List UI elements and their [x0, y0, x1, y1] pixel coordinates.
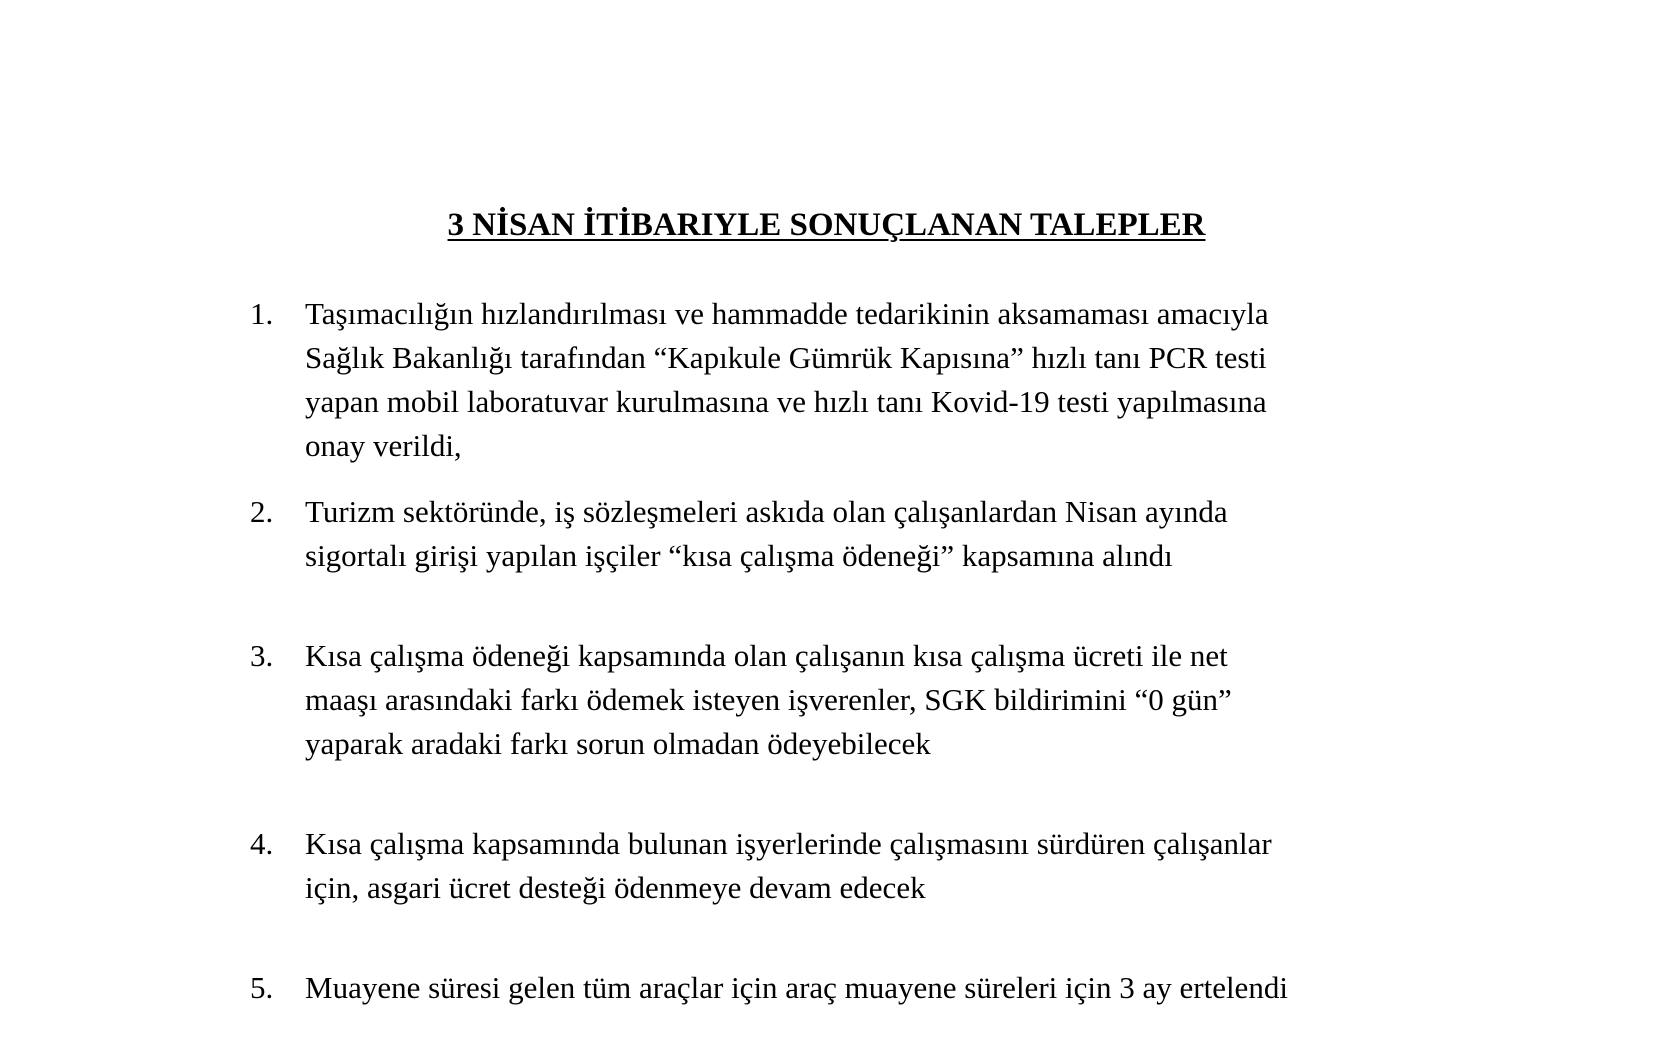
- list-item-text: [305, 634, 1470, 766]
- document-title: 3 NİSAN İTİBARIYLE SONUÇLANAN TALEPLER: [447, 207, 1206, 243]
- list-item-number: 2.: [250, 494, 274, 529]
- text-line: Muayene süresi gelen tüm araçlar için araç muayene süreleri için 3 ay ertelendi: [305, 970, 1288, 1005]
- list-item: [250, 822, 1470, 910]
- text-line: Kısa çalışma kapsamında bulunan işyerlerinde çalışmasını sürdüren çalışanlar: [305, 826, 1272, 861]
- text-line: maaşı arasındaki farkı ödemek isteyen işverenler, SGK bildirimini “0 gün”: [305, 682, 1232, 717]
- text-line: Kısa çalışma ödeneği kapsamında olan çalışanın kısa çalışma ücreti ile net: [305, 638, 1228, 673]
- text-line: yapan mobil laboratuvar kurulmasına ve hızlı tanı Kovid-19 testi yapılmasına: [305, 384, 1267, 419]
- list-item-text: [305, 822, 1470, 910]
- text-line: için, asgari ücret desteği ödenmeye devam edecek: [305, 870, 926, 905]
- list-item-number: 3.: [250, 638, 274, 673]
- list-item: [250, 292, 1470, 468]
- list-item: [250, 634, 1470, 766]
- list-item: [250, 966, 1470, 1010]
- text-line: Taşımacılığın hızlandırılması ve hammadde tedarikinin aksamaması amacıyla: [305, 296, 1269, 331]
- list-item-number: 4.: [250, 826, 274, 861]
- requests-list: [250, 292, 1470, 1010]
- list-item-text: [305, 490, 1470, 578]
- text-line: Sağlık Bakanlığı tarafından “Kapıkule Gümrük Kapısına” hızlı tanı PCR testi: [305, 340, 1267, 375]
- list-item: [250, 490, 1470, 578]
- list-item-text: [305, 966, 1470, 1010]
- text-line: Turizm sektöründe, iş sözleşmeleri askıda olan çalışanlardan Nisan ayında: [305, 494, 1228, 529]
- list-item-text: [305, 292, 1470, 468]
- text-line: sigortalı girişi yapılan işçiler “kısa çalışma ödeneği” kapsamına alındı: [305, 538, 1173, 573]
- text-line: yaparak aradaki farkı sorun olmadan ödeyebilecek: [305, 726, 931, 761]
- list-item-number: 5.: [250, 970, 274, 1005]
- text-line: onay verildi,: [305, 428, 462, 463]
- list-item-number: 1.: [250, 296, 274, 331]
